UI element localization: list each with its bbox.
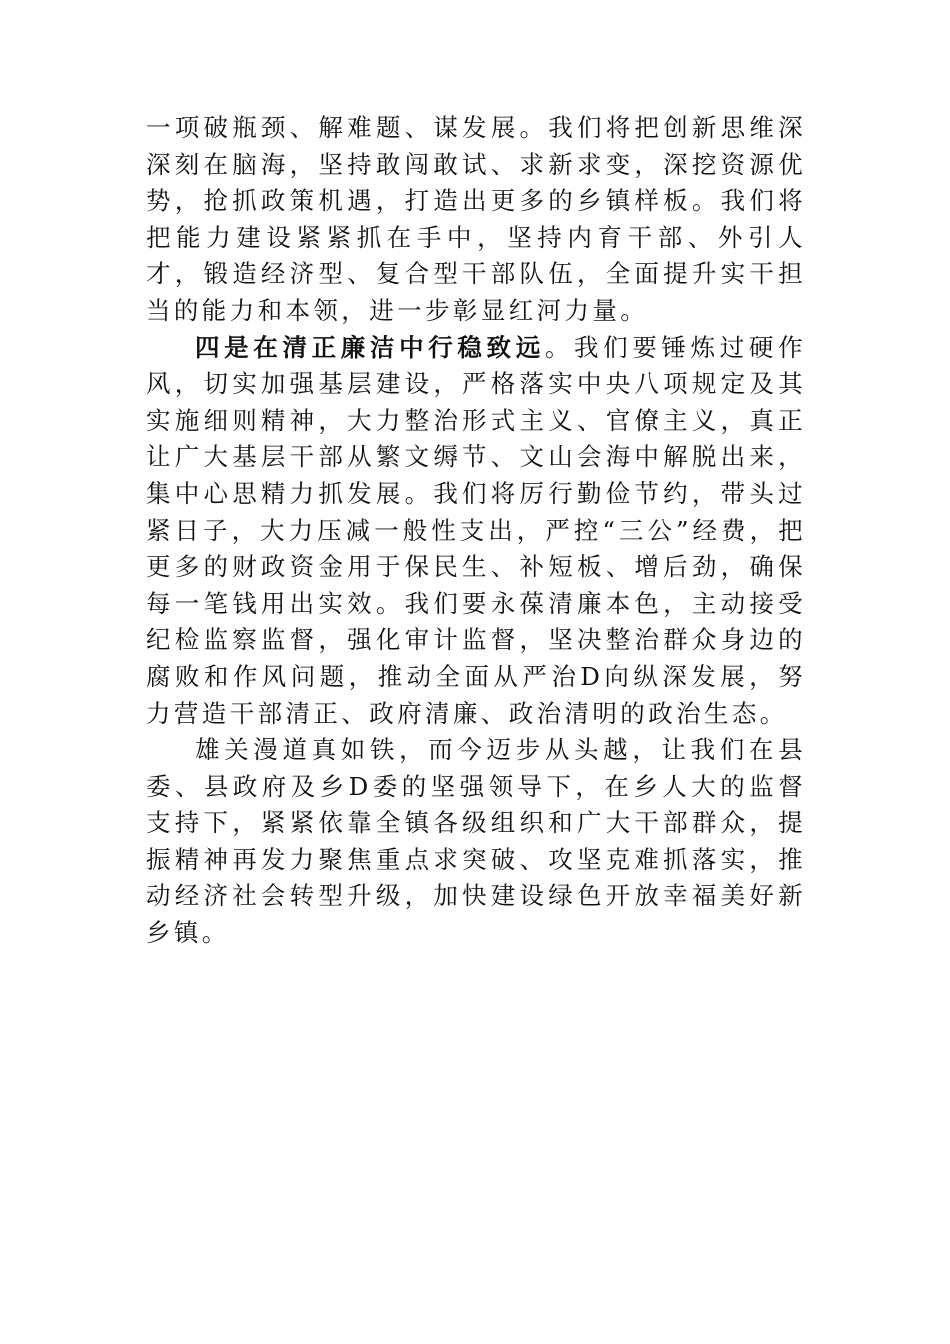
paragraph-text: 一项破瓶颈、解难题、谋发展。我们将把创新思维深深刻在脑海，坚持敢闯敢试、求新求变，深挖资源优势，抢抓政策机遇，打造出更多的乡镇样板。我们将把能力建设紧紧抓在手中，坚持内育干部、外引人才，锻造经济型、复合型干部队伍，全面提升实干担当的能力和本领，进一步彰显红河力量。 [146,113,806,325]
paragraph-clean-governance [146,330,806,733]
paragraph-continuation [146,110,806,330]
paragraph-lead-heading: 四是在清正廉洁中行稳致远 [195,332,545,362]
paragraph-text: 雄关漫道真如铁，而今迈步从头越，让我们在县委、县政府及乡D委的坚强领导下，在乡人大的监督支持下，紧紧依靠全镇各级组织和广大干部群众，提振精神再发力聚焦重点求突破、攻坚克难抓落实，推动经济社会转型升级，加快建设绿色开放幸福美好新乡镇。 [146,735,806,948]
paragraph-text: 。我们要锤炼过硬作风，切实加强基层建设，严格落实中央八项规定及其实施细则精神，大力整治形式主义、官僚主义，真正让广大基层干部从繁文缛节、文山会海中解脱出来，集中心思精力抓发展。我们将厉行勤俭节约，带头过紧日子，大力压减一般性支出，严控“三公”经费，把更多的财政资金用于保民生、补短板、增后劲，确保每一笔钱用出实效。我们要永葆清廉本色，主动接受纪检监察监督，强化审计监督，坚决整治群众身边的腐败和作风问题，推动全面从严治D向纵深发展，努力营造干部清正、政府清廉、政治清明的政治生态。 [146,332,806,728]
paragraph-closing [146,732,806,952]
document-body [146,110,806,952]
